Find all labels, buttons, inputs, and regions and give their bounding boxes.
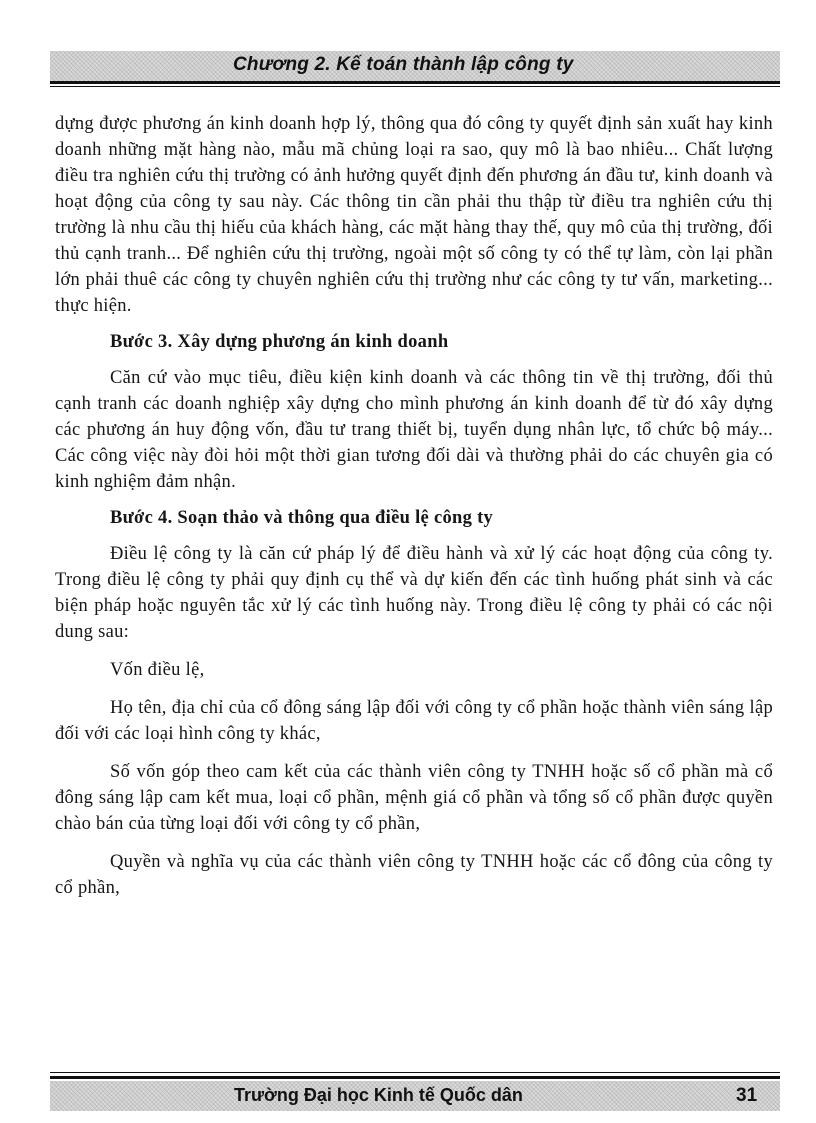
list-item: Quyền và nghĩa vụ của các thành viên công ty TNHH hoặc các cổ đông của công ty cổ phần, [55,852,773,898]
header-rule-thick [50,81,780,84]
paragraph: dựng được phương án kinh doanh hợp lý, thông qua đó công ty quyết định sản xuất hay kinh doanh những mặt hàng nào, mẫu mã chủng loại ra sao, quy mô là bao nhiêu... Chất lượng điều tra nghiên cứu thị trường có ảnh hưởng quyết định đến phương án đầu tư, kinh doanh và hoạt động của công ty sau này. Các thông tin cần phải thu thập từ điều tra nghiên cứu thị trường là nhu cầu thị hiếu của khách hàng, các mặt hàng thay thế, quy mô của thị trường, đối thủ cạnh tranh... Để nghiên cứu thị trường, ngoài một số công ty có thể tự làm, còn lại phần lớn phải thuê các công ty chuyên nghiên cứu thị trường như các công ty tư vấn, marketing... thực hiện. [55,114,773,316]
page-number: 31 [736,1085,758,1106]
chapter-title: Chương 2. Kế toán thành lập công ty [233,54,574,75]
list-item: Vốn điều lệ, [110,660,205,680]
section-heading-step-3: Bước 3. Xây dựng phương án kinh doanh [110,332,449,352]
page-body [55,111,773,901]
header-rule-thin [50,86,780,87]
list-item: Số vốn góp theo cam kết của các thành viên công ty TNHH hoặc số cổ phần mà cổ đông sáng lập cam kết mua, loại cổ phần, mệnh giá cổ phần và tổng số cổ phần được quyền chào bán của từng loại đối với công ty cổ phần, [55,762,773,834]
footer-rule-thick [50,1076,780,1079]
list-item: Họ tên, địa chỉ của cổ đông sáng lập đối với công ty cổ phần hoặc thành viên sáng lập đối với các loại hình công ty khác, [55,698,773,744]
section-heading-step-4: Bước 4. Soạn thảo và thông qua điều lệ công ty [110,508,494,528]
paragraph: Điều lệ công ty là căn cứ pháp lý để điều hành và xử lý các hoạt động của công ty. Trong điều lệ công ty phải quy định cụ thể và dự kiến đến các tình huống phát sinh và các biện pháp hoặc nguyên tắc xử lý các tình huống này. Trong điều lệ công ty phải có các nội dung sau: [55,544,773,642]
footer-rule-thin [50,1072,780,1073]
paragraph: Căn cứ vào mục tiêu, điều kiện kinh doanh và các thông tin về thị trường, đối thủ cạnh tranh các doanh nghiệp xây dựng cho mình phương án kinh doanh để từ đó xây dựng các phương án huy động vốn, đầu tư trang thiết bị, tuyển dụng nhân lực, tổ chức bộ máy... Các công việc này đòi hỏi một thời gian tương đối dài và thường phải do các chuyên gia có kinh nghiệm đảm nhận. [55,368,773,492]
footer-institution: Trường Đại học Kinh tế Quốc dân [234,1085,523,1105]
